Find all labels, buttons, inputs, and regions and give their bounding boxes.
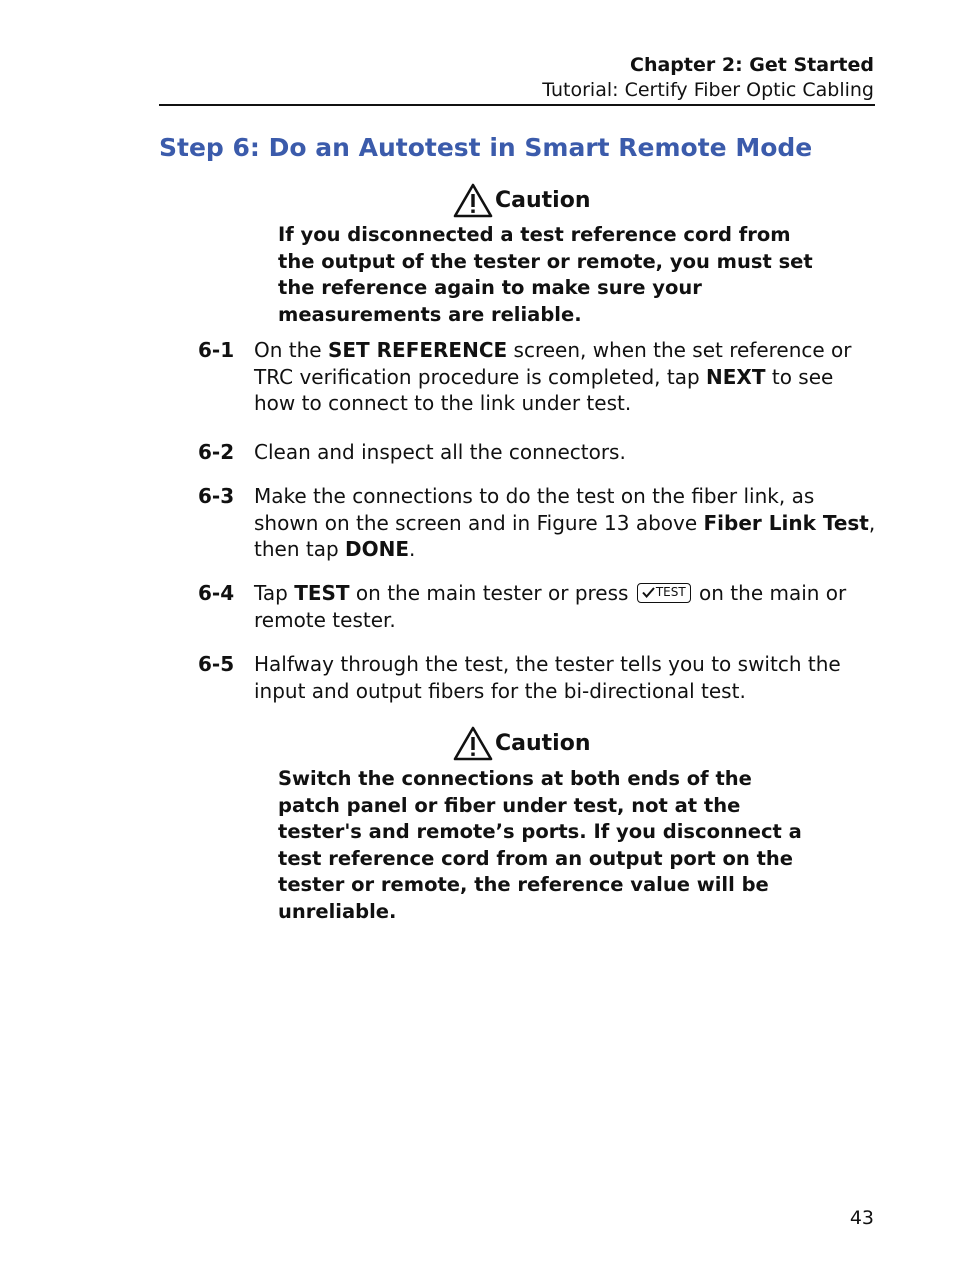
- ui-term: NEXT: [706, 364, 766, 389]
- caution-heading-1: [453, 182, 591, 218]
- ui-term: DONE: [345, 537, 410, 561]
- step-number: 6-3: [198, 484, 235, 508]
- step-text: Halfway through the test, the tester tells you to switch the input and output fibers for the bi-directional test.: [254, 652, 841, 703]
- test-key-symbol: [637, 583, 691, 603]
- caution-label: Caution: [495, 187, 591, 213]
- section-title: Tutorial: Certify Fiber Optic Cabling: [542, 79, 874, 101]
- step-6-3: [198, 483, 878, 563]
- chapter-title: Chapter 2: Get Started: [630, 54, 874, 76]
- warning-triangle-icon: [453, 182, 493, 218]
- step-6-5: [198, 651, 878, 704]
- checkmark-icon: [642, 587, 655, 598]
- step-number: 6-1: [198, 338, 235, 362]
- step-number: 6-5: [198, 652, 235, 676]
- page-number: 43: [849, 1207, 874, 1229]
- test-key-label: TEST: [655, 585, 686, 600]
- running-header: [542, 53, 874, 103]
- step-number: 6-2: [198, 440, 235, 464]
- ui-term: TEST: [294, 581, 350, 605]
- page-title: Step 6: Do an Autotest in Smart Remote Mode: [159, 133, 813, 162]
- step-6-1: [198, 337, 878, 417]
- caution-text-1: If you disconnected a test reference cord from the output of the tester or remote, you must set the reference again to make sure your measurements are reliable.: [278, 223, 813, 326]
- warning-triangle-icon: [453, 725, 493, 761]
- ui-term: Fiber Link Test: [703, 510, 869, 535]
- step-6-2: [198, 439, 878, 466]
- caution-heading-2: [453, 725, 591, 761]
- ui-term: SET REFERENCE: [327, 338, 508, 362]
- step-text: Make the connections to do the test on the fiber link, as shown on the screen and in Figure 13 above Fiber Link Test, then tap DONE.: [254, 484, 876, 561]
- step-6-4: [198, 580, 878, 633]
- step-text: On the SET REFERENCE screen, when the set reference or TRC verification procedure is completed, tap NEXT to see how to connect to the link under test.: [254, 338, 852, 415]
- caution-label: Caution: [495, 730, 591, 756]
- header-rule: [159, 104, 875, 106]
- step-number: 6-4: [198, 581, 235, 605]
- step-text: Tap TEST on the main tester or press TEST on the main or remote tester.: [254, 581, 847, 632]
- step-text: Clean and inspect all the connectors.: [254, 440, 626, 464]
- caution-text-2: Switch the connections at both ends of the patch panel or fiber under test, not at the tester's and remote’s ports. If you disconnect a test reference cord from an output port on the tester or remote, the reference value will be unreliable.: [278, 767, 802, 923]
